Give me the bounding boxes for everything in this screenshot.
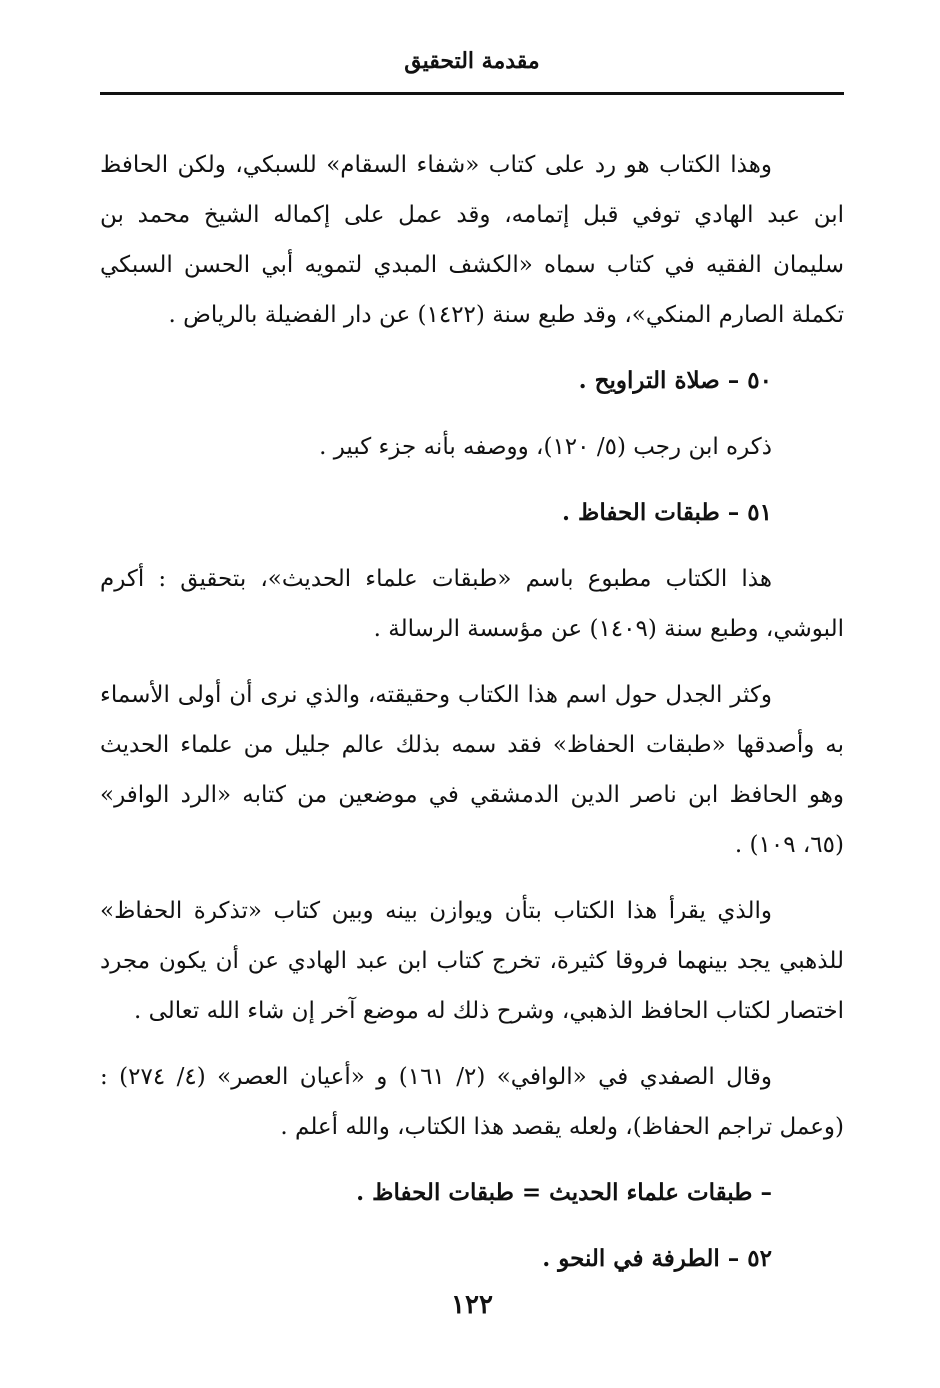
paragraph-kitab-radd: وهذا الكتاب هو رد على كتاب «شفاء السقام» للسبكي، ولكن الحافظ ابن عبد الهادي توفي قبل إتمامه، وقد عمل على إكماله الشيخ محمد بن سليمان الفقيه في كتاب سماه «الكشف المبدي لتمويه أبي الحسن السبكي تكملة الصارم المنكي»، وقد طبع سنة (١٤٢٢) عن دار الفضيلة بالرياض . (100, 152, 844, 328)
paragraph-ibn-rajab: ذكره ابن رجب (٥/ ١٢٠)، ووصفه بأنه جزء كبير . (319, 434, 772, 460)
paragraph-matbu: هذا الكتاب مطبوع باسم «طبقات علماء الحديث»، بتحقيق : أكرم البوشي، وطبع سنة (١٤٠٩) عن مؤسسة الرسالة . (100, 566, 844, 642)
page-body (100, 140, 844, 1300)
entry-subheading-tabaqat: – طبقات علماء الحديث = طبقات الحفاظ . (356, 1179, 772, 1206)
entry-heading-50: ٥٠ – صلاة التراويح . (578, 367, 772, 394)
paragraph-safadi: وقال الصفدي في «الوافي» (٢/ ١٦١) و «أعيان العصر» (٤/ ٢٧٤) : (وعمل تراجم الحفاظ)، ولعله يقصد هذا الكتاب، والله أعلم . (100, 1064, 844, 1140)
paragraph-jadal: وكثر الجدل حول اسم هذا الكتاب وحقيقته، والذي نرى أن أولى الأسماء به وأصدقها «طبقات الحفاظ» فقد سمه بذلك عالم جليل من علماء الحديث وهو الحافظ ابن ناصر الدين الدمشقي في موضعين من كتابه «الرد الوافر» (٦٥، ١٠٩) . (100, 682, 844, 858)
running-header-title: مقدمة التحقيق (404, 48, 540, 74)
entry-heading-51: ٥١ – طبقات الحفاظ . (562, 499, 772, 526)
header-divider (100, 92, 844, 95)
page-number: ١٢٢ (451, 1290, 493, 1320)
entry-heading-52: ٥٢ – الطرفة في النحو . (542, 1245, 772, 1272)
paragraph-tadhkira: والذي يقرأ هذا الكتاب بتأن ويوازن بينه وبين كتاب «تذكرة الحفاظ» للذهبي يجد بينهما فروقا كثيرة، تخرج كتاب ابن عبد الهادي عن أن يكون مجرد اختصار لكتاب الحافظ الذهبي، وشرح ذلك له موضع آخر إن شاء الله تعالى . (100, 898, 844, 1024)
